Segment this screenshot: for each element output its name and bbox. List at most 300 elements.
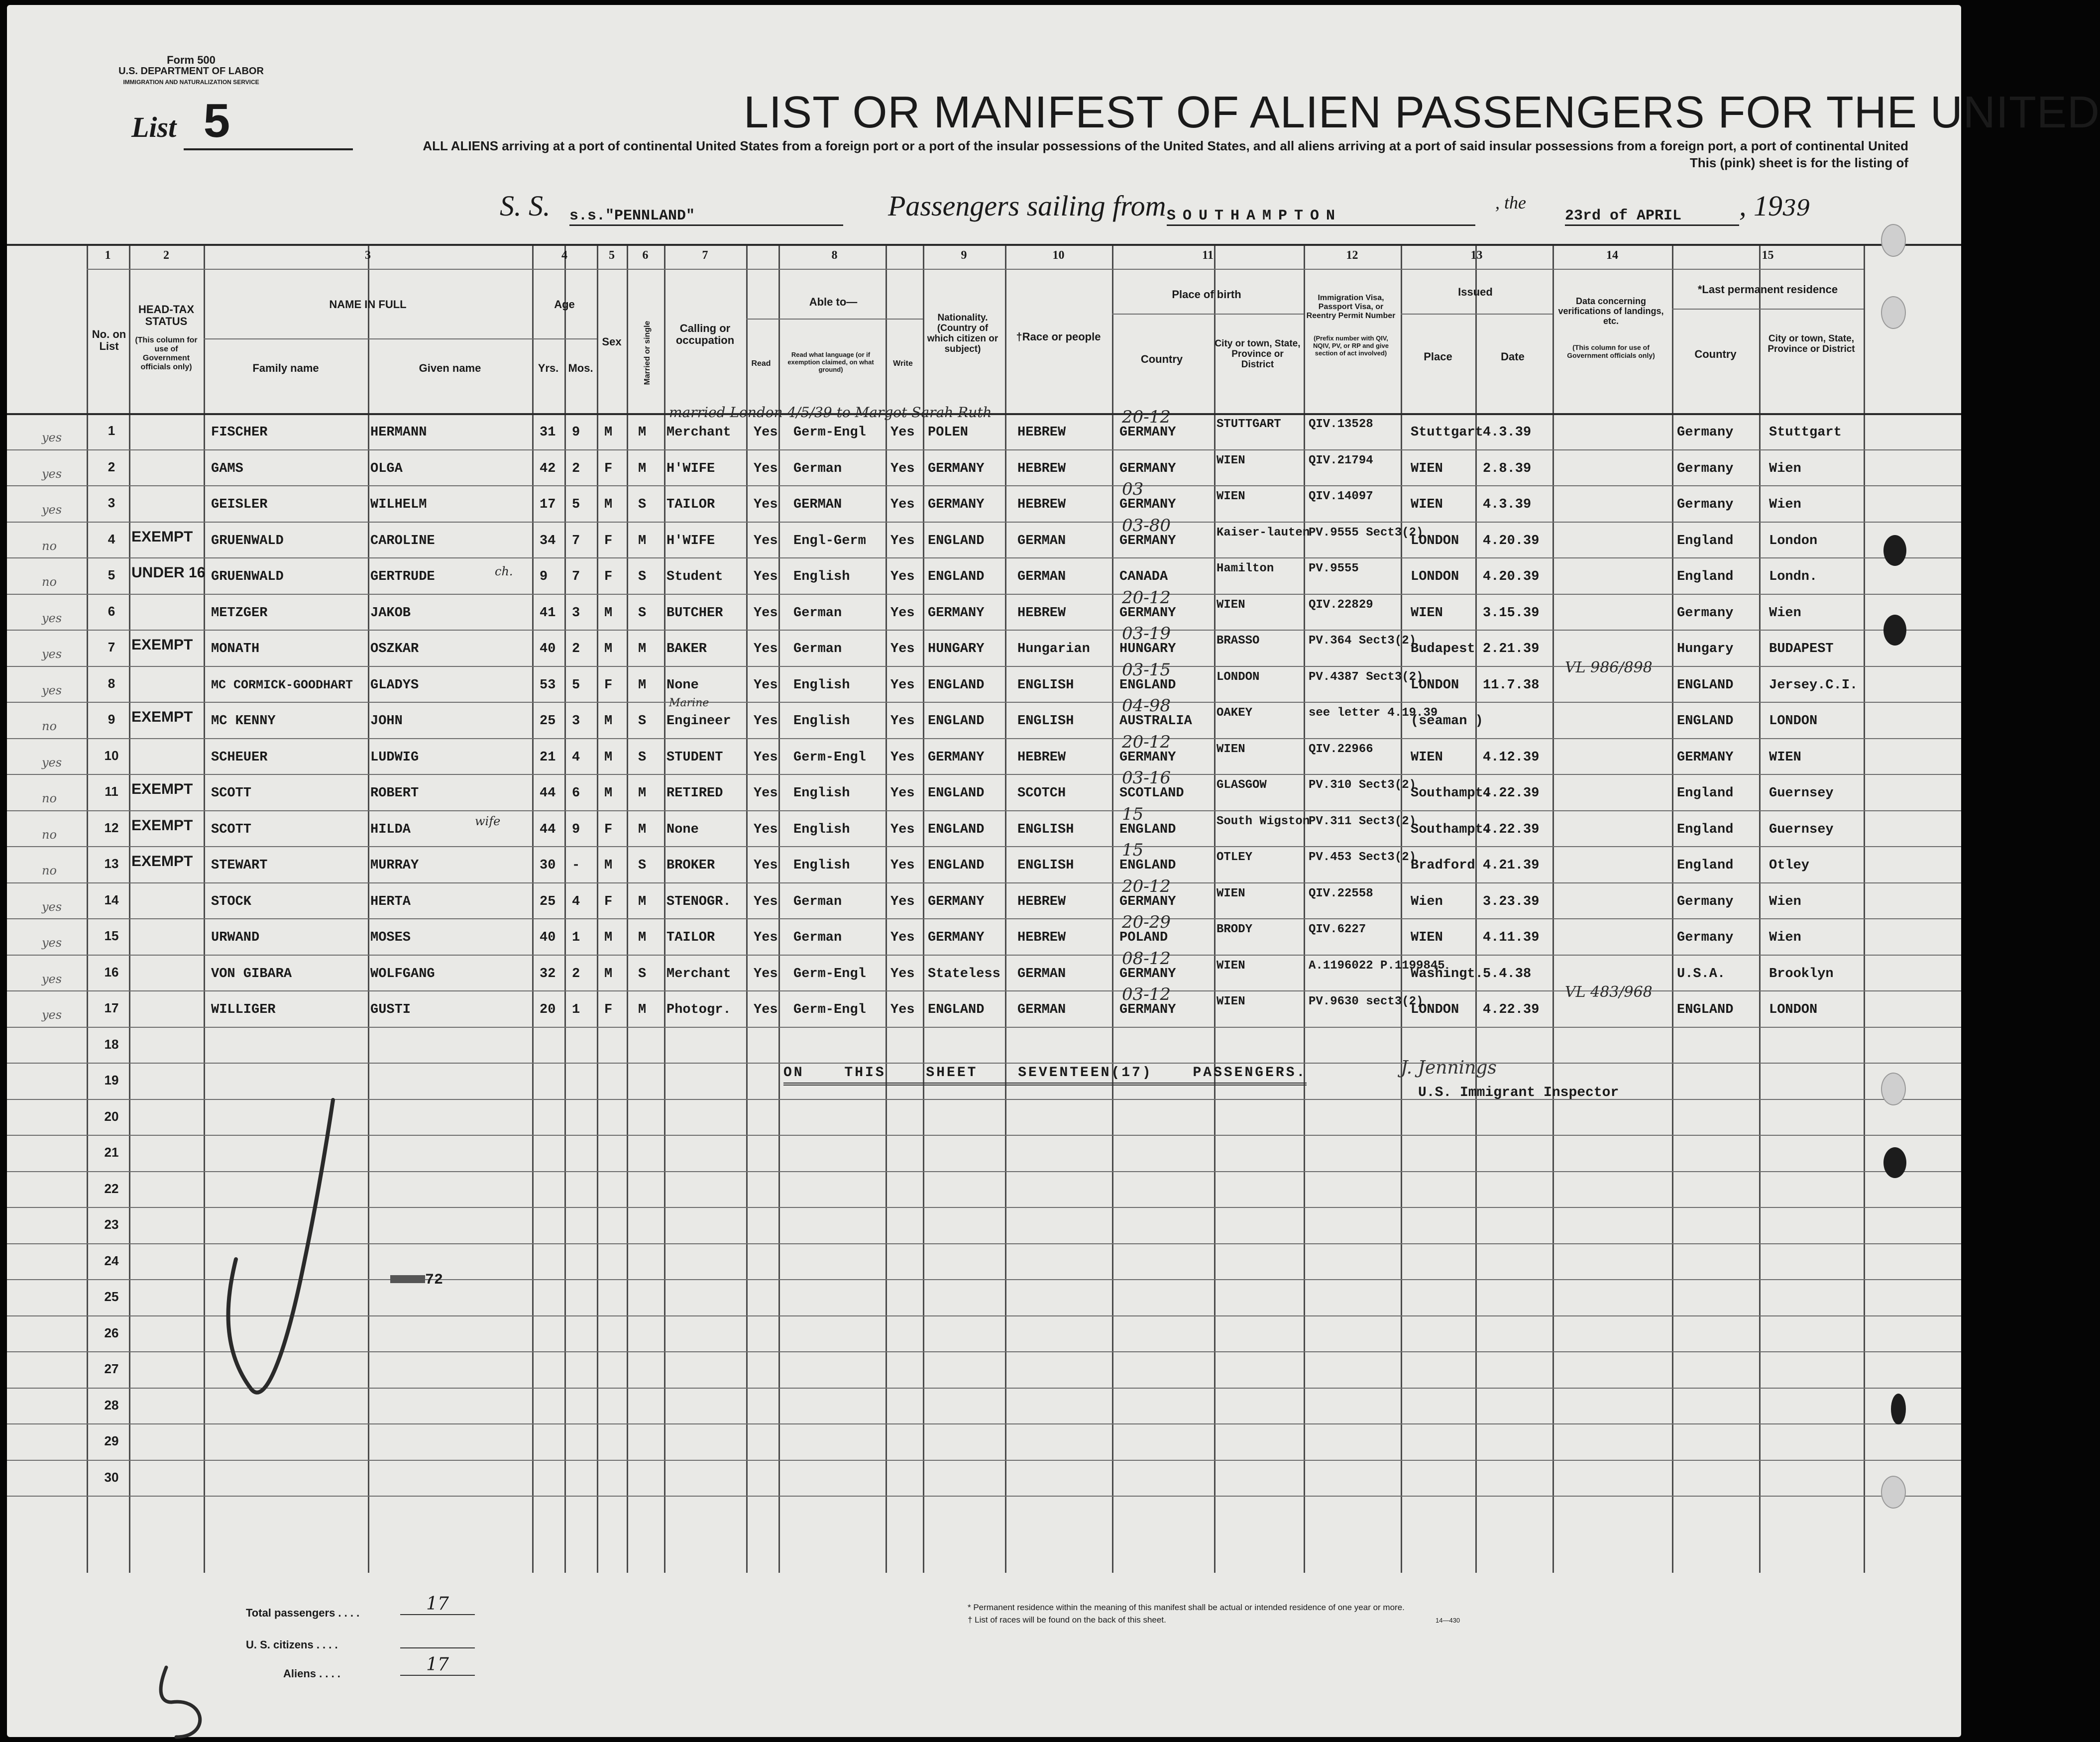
margin-annotation: yes (42, 683, 62, 697)
given-name: OSZKAR (370, 642, 419, 656)
empty-row-number: 19 (104, 1073, 119, 1088)
margin-annotation: no (42, 864, 57, 877)
residence-country: England (1677, 569, 1734, 584)
nationality: ENGLAND (928, 822, 985, 837)
row-number: 3 (108, 495, 115, 510)
handwritten-code: 20-12 (1122, 876, 1171, 896)
row-divider (7, 1027, 1961, 1028)
head-tax-status: EXEMPT (131, 817, 193, 834)
column-number: 15 (1762, 249, 1774, 262)
head-tax-status: EXEMPT (131, 781, 193, 797)
row-divider (7, 522, 1961, 523)
birth-city: BRODY (1216, 923, 1253, 936)
header-birth-city: City or town, State, Province or District (1215, 338, 1301, 370)
ship-name-field (569, 193, 843, 226)
age-months: 1 (572, 930, 580, 945)
age-months: - (572, 858, 580, 873)
residence-country: Germany (1677, 425, 1734, 440)
issued-date: 4.21.39 (1483, 858, 1540, 873)
given-name: HERTA (370, 894, 411, 909)
birth-country: GERMANY (1119, 425, 1176, 440)
binder-hole (1883, 535, 1906, 566)
column-divider (1304, 244, 1305, 1573)
margin-annotation: no (42, 791, 57, 805)
race: HEBREW (1017, 605, 1066, 621)
column-number: 10 (1052, 249, 1065, 262)
race: GERMAN (1017, 1002, 1066, 1017)
given-name: WILHELM (370, 497, 427, 512)
residence-country: Germany (1677, 605, 1734, 621)
handwritten-code: 20-29 (1122, 912, 1171, 932)
row-divider (1401, 314, 1552, 315)
row-number: 8 (108, 675, 115, 691)
birth-city: BRASSO (1216, 634, 1260, 648)
nationality: ENGLAND (928, 569, 985, 584)
birth-country: GERMANY (1119, 894, 1176, 909)
family-name: MC CORMICK-GOODHART (211, 677, 353, 692)
total-passengers-value: 17 (400, 1594, 475, 1615)
read-language: Engl-Germ (793, 533, 866, 548)
race: HEBREW (1017, 930, 1066, 945)
row-number: 4 (108, 531, 115, 546)
column-number: 11 (1202, 249, 1214, 262)
row-divider (746, 319, 923, 320)
visa-number: QIV.22558 (1309, 886, 1373, 900)
nationality: ENGLAND (928, 677, 985, 693)
family-name: MC KENNY (211, 714, 276, 729)
can-write: Yes (890, 858, 915, 873)
can-write: Yes (890, 750, 915, 765)
handwritten-code: 04-98 (1122, 696, 1171, 716)
residence-city: Wien (1769, 461, 1801, 476)
issued-date: 4.3.39 (1483, 425, 1532, 440)
age-years: 20 (540, 1002, 556, 1017)
row-number: 11 (105, 784, 118, 799)
residence-city: LONDON (1769, 714, 1818, 729)
row-number: 2 (108, 459, 115, 474)
column-divider (1672, 244, 1673, 1573)
empty-row-number: 18 (104, 1036, 119, 1052)
occupation: None (666, 822, 699, 837)
header-given-name: Given name (419, 362, 481, 374)
residence-country: ENGLAND (1677, 677, 1734, 693)
visa-number: see letter 4.19.39 (1309, 706, 1438, 720)
column-divider (746, 244, 748, 1573)
header-race: †Race or people (1016, 330, 1101, 343)
residence-country: England (1677, 533, 1734, 548)
can-read: Yes (754, 605, 778, 621)
visa-number: QIV.21794 (1309, 453, 1373, 467)
nationality: ENGLAND (928, 533, 985, 548)
race: HEBREW (1017, 497, 1066, 512)
list-number: 5 (184, 94, 353, 150)
issued-date: 11.7.38 (1483, 677, 1540, 693)
aliens-label: Aliens . . . . (283, 1667, 340, 1680)
residence-country: GERMANY (1677, 750, 1734, 765)
residence-city: Wien (1769, 497, 1801, 512)
birth-city: South Wigston (1216, 814, 1310, 828)
birth-city: WIEN (1216, 995, 1245, 1008)
form-code: 14—430 (1436, 1617, 1460, 1624)
marital-status: M (638, 822, 647, 837)
row-number: 13 (104, 856, 119, 871)
issued-place: LONDON (1411, 533, 1459, 548)
sex: F (604, 533, 613, 548)
nationality: GERMANY (928, 894, 985, 909)
can-write: Yes (890, 642, 915, 656)
sex: M (604, 966, 613, 981)
margin-annotation: yes (42, 647, 62, 661)
margin-annotation: yes (42, 466, 62, 481)
age-years: 40 (540, 642, 556, 656)
race: ENGLISH (1017, 858, 1074, 873)
can-write: Yes (890, 605, 915, 621)
issued-date: 4.11.39 (1483, 930, 1540, 945)
binder-hole (1883, 1147, 1906, 1178)
header-visa-note: (Prefix number with QIV, NQIV, PV, or RP and give section of act involved) (1313, 334, 1389, 357)
row-number: 12 (104, 820, 119, 835)
family-name: METZGER (211, 605, 268, 621)
aliens-value: 17 (400, 1654, 475, 1676)
residence-city: Wien (1769, 894, 1801, 909)
empty-row-number: 27 (104, 1361, 119, 1376)
family-name: GAMS (211, 461, 243, 476)
birth-city: Kaiser-lauten (1216, 526, 1310, 540)
issued-place: LONDON (1411, 1002, 1459, 1017)
birth-city: WIEN (1216, 886, 1245, 900)
handwritten-note: wife (475, 814, 501, 828)
header-visa: Immigration Visa, Passport Visa, or Reentry Permit Number (1306, 294, 1396, 320)
column-divider (368, 244, 369, 1573)
birth-country: ENGLAND (1119, 858, 1176, 873)
header-last-residence: *Last permanent residence (1697, 283, 1838, 296)
column-divider (1475, 244, 1477, 1573)
nationality: HUNGARY (928, 642, 985, 656)
marital-status: M (638, 642, 647, 656)
header-issued: Issued (1458, 286, 1493, 298)
issued-place: Southampt. (1411, 786, 1492, 801)
issued-place: LONDON (1411, 569, 1459, 584)
handwritten-code: 15 (1122, 804, 1144, 824)
visa-number: PV.9555 (1309, 562, 1359, 575)
header-verification-note: (This column for use of Government officials only) (1567, 343, 1655, 359)
race: HEBREW (1017, 750, 1066, 765)
departure-port: SOUTHAMPTON (1167, 208, 1475, 226)
issued-date: 4.20.39 (1483, 569, 1540, 584)
can-write: Yes (890, 677, 915, 693)
page-title: LIST OR MANIFEST OF ALIEN PASSENGERS FOR THE UNITED (744, 88, 2100, 137)
issued-place: LONDON (1411, 677, 1459, 693)
given-name: GLADYS (370, 677, 419, 693)
sex: M (604, 858, 613, 873)
visa-number: PV.4387 Sect3(2) (1309, 670, 1424, 684)
can-read: Yes (754, 714, 778, 729)
age-years: 25 (540, 714, 556, 729)
visa-number: PV.310 Sect3(2) (1309, 778, 1417, 792)
row-divider (7, 244, 1961, 246)
handwritten-code: 20-12 (1122, 407, 1171, 427)
birth-country: GERMANY (1119, 966, 1176, 981)
issued-place: Stuttgart (1411, 425, 1483, 440)
visa-number: QIV.22829 (1309, 598, 1373, 612)
binder-hole (1883, 615, 1906, 646)
header-res-country: Country (1694, 348, 1737, 360)
column-number: 3 (365, 249, 371, 262)
age-months: 6 (572, 786, 580, 801)
occupation: BAKER (666, 642, 707, 656)
occupation: Merchant (666, 425, 731, 440)
row-divider (7, 1063, 1961, 1064)
birth-city: LONDON (1216, 670, 1260, 684)
handwritten-code: 20-12 (1122, 732, 1171, 752)
read-language: German (793, 642, 842, 656)
age-months: 9 (572, 822, 580, 837)
empty-row-number: 28 (104, 1397, 119, 1413)
residence-country: U.S.A. (1677, 966, 1726, 981)
nationality: ENGLAND (928, 714, 985, 729)
birth-city: WIEN (1216, 598, 1245, 612)
column-divider (87, 244, 88, 1573)
residence-country: Germany (1677, 930, 1734, 945)
family-name: MONATH (211, 642, 260, 656)
issued-date: 4.22.39 (1483, 822, 1540, 837)
sex: F (604, 1002, 613, 1017)
read-language: English (793, 822, 850, 837)
can-read: Yes (754, 497, 778, 512)
can-read: Yes (754, 425, 778, 440)
issued-place: Wien (1411, 894, 1443, 909)
age-years: 42 (540, 461, 556, 476)
can-read: Yes (754, 677, 778, 693)
column-divider (923, 244, 924, 1573)
occupation: Student (666, 569, 723, 584)
issued-place: WIEN (1411, 497, 1443, 512)
row-divider (87, 269, 1864, 270)
column-divider (532, 244, 534, 1573)
birth-country: GERMANY (1119, 461, 1176, 476)
birth-city: WIEN (1216, 959, 1245, 973)
header-res-city: City or town, State, Province or District (1768, 333, 1855, 354)
age-years: 30 (540, 858, 556, 873)
can-read: Yes (754, 822, 778, 837)
header-verification: Data concerning verifications of landings, etc. (1558, 296, 1664, 326)
column-divider (1214, 244, 1216, 1573)
empty-row-number: 21 (104, 1145, 119, 1160)
can-write: Yes (890, 569, 915, 584)
column-number: 12 (1346, 249, 1358, 262)
family-name: SCOTT (211, 786, 252, 801)
sex: M (604, 425, 613, 440)
visa-number: PV.453 Sect3(2) (1309, 851, 1417, 864)
birth-country: GERMANY (1119, 605, 1176, 621)
port-field (1167, 193, 1475, 226)
residence-city: Londn. (1769, 569, 1818, 584)
family-name: WILLIGER (211, 1002, 276, 1017)
handwritten-code: 03-16 (1122, 768, 1171, 788)
given-name: JOHN (370, 714, 403, 729)
age-months: 5 (572, 677, 580, 693)
residence-country: ENGLAND (1677, 1002, 1734, 1017)
residence-city: BUDAPEST (1769, 642, 1834, 656)
row-divider (1112, 314, 1304, 315)
age-years: 9 (540, 569, 548, 584)
column-number: 2 (163, 249, 169, 262)
visa-number: QIV.13528 (1309, 418, 1373, 431)
visa-number: PV.364 Sect3(2) (1309, 634, 1417, 648)
header-read-language: Read what language (or if exemption claimed, on what ground) (787, 351, 874, 373)
handwritten-code: 03-12 (1122, 984, 1171, 1004)
family-name: STEWART (211, 858, 268, 873)
residence-city: Wien (1769, 930, 1801, 945)
row-divider (7, 1460, 1961, 1461)
visa-number: PV.311 Sect3(2) (1309, 814, 1417, 828)
column-number: 6 (642, 249, 649, 262)
row-number: 17 (104, 1000, 119, 1015)
row-number: 10 (104, 748, 119, 763)
birth-country: ENGLAND (1119, 822, 1176, 837)
marital-status: S (638, 569, 647, 584)
can-read: Yes (754, 786, 778, 801)
row-divider (7, 702, 1961, 703)
column-divider (1759, 244, 1761, 1573)
given-name: CAROLINE (370, 533, 435, 548)
birth-city: WIEN (1216, 453, 1245, 467)
handwritten-note: VL 483/968 (1565, 983, 1653, 1001)
can-read: Yes (754, 533, 778, 548)
header-calling: Calling or occupation (675, 322, 735, 346)
list-label: List (131, 111, 177, 143)
margin-annotation: yes (42, 611, 62, 625)
column-number: 14 (1606, 249, 1618, 262)
header-read: Read (751, 359, 771, 368)
given-name: OLGA (370, 461, 403, 476)
race: ENGLISH (1017, 822, 1074, 837)
sailing-date: 23rd of APRIL (1565, 208, 1739, 226)
issued-date: 3.15.39 (1483, 605, 1540, 621)
handwritten-note: ch. (495, 564, 513, 578)
row-divider (7, 666, 1961, 667)
column-divider (778, 244, 780, 1573)
occupation: BROKER (666, 858, 715, 873)
margin-annotation: no (42, 827, 57, 842)
age-months: 3 (572, 714, 580, 729)
read-language: English (793, 714, 850, 729)
can-write: Yes (890, 786, 915, 801)
form-number: Form 500 (167, 54, 216, 66)
column-divider (129, 244, 130, 1573)
birth-country: HUNGARY (1119, 642, 1176, 656)
row-divider (1672, 309, 1864, 310)
sex: M (604, 642, 613, 656)
can-read: Yes (754, 642, 778, 656)
age-years: 34 (540, 533, 556, 548)
head-tax-status: EXEMPT (131, 709, 193, 725)
header-head-tax: HEAD-TAX STATUS (138, 303, 195, 327)
the-label: , the (1495, 193, 1526, 213)
marital-status: S (638, 858, 647, 873)
check-mark-icon (216, 1090, 345, 1414)
subtitle-line-1: ALL ALIENS arriving at a port of continental United States from a foreign port or a port of the insular possessions of the United States, and all aliens arriving at a port of said insular possessions from a foreign port, a port of continental United (423, 138, 1908, 153)
header-place-of-birth: Place of birth (1172, 288, 1241, 301)
can-write: Yes (890, 497, 915, 512)
residence-city: Brooklyn (1769, 966, 1834, 981)
birth-country: GERMANY (1119, 533, 1176, 548)
row-divider (7, 738, 1961, 739)
occupation: Merchant (666, 966, 731, 981)
given-name: LUDWIG (370, 750, 419, 765)
nationality: ENGLAND (928, 858, 985, 873)
visa-number: PV.9555 Sect3(2) (1309, 526, 1424, 540)
can-read: Yes (754, 858, 778, 873)
age-years: 40 (540, 930, 556, 945)
can-write: Yes (890, 425, 915, 440)
row-divider (7, 1496, 1961, 1497)
birth-country: CANADA (1119, 569, 1168, 584)
race: Hungarian (1017, 642, 1090, 656)
given-name: HERMANN (370, 425, 427, 440)
residence-country: ENGLAND (1677, 714, 1734, 729)
head-tax-status: EXEMPT (131, 528, 193, 545)
birth-country: GERMANY (1119, 497, 1176, 512)
family-name: VON GIBARA (211, 966, 292, 981)
header-married: Married or single (643, 321, 652, 385)
binder-hole (1881, 296, 1906, 329)
occupation: Engineer (666, 714, 731, 729)
birth-city: WIEN (1216, 490, 1245, 503)
given-name: MOSES (370, 930, 411, 945)
issued-date: 4.22.39 (1483, 1002, 1540, 1017)
family-name: GRUENWALD (211, 533, 284, 548)
summary-line: ON THIS SHEET SEVENTEEN(17) PASSENGERS. (783, 1065, 1307, 1086)
row-number: 14 (104, 892, 119, 907)
empty-row-number: 24 (104, 1253, 119, 1268)
age-years: 41 (540, 605, 556, 621)
issued-date: 4.22.39 (1483, 786, 1540, 801)
given-name: HILDA (370, 822, 411, 837)
department-name: U.S. DEPARTMENT OF LABOR (118, 66, 264, 77)
family-name: SCOTT (211, 822, 252, 837)
occupation: H'WIFE (666, 461, 715, 476)
occupation: STUDENT (666, 750, 723, 765)
residence-country: England (1677, 786, 1734, 801)
sex: F (604, 569, 613, 584)
occupation: TAILOR (666, 497, 715, 512)
read-language: German (793, 461, 842, 476)
sex: M (604, 497, 613, 512)
occupation: TAILOR (666, 930, 715, 945)
column-divider (1005, 244, 1006, 1573)
column-divider (1552, 244, 1554, 1573)
manifest-sheet (7, 5, 2100, 1737)
can-read: Yes (754, 569, 778, 584)
birth-country: SCOTLAND (1119, 786, 1184, 801)
marital-status: M (638, 786, 647, 801)
read-language: German (793, 605, 842, 621)
given-name: ROBERT (370, 786, 419, 801)
margin-annotation: yes (42, 431, 62, 444)
marital-status: M (638, 894, 647, 909)
ss-label: S. S. (500, 190, 551, 222)
residence-country: Germany (1677, 461, 1734, 476)
row-divider (7, 955, 1961, 956)
given-name: MURRAY (370, 858, 419, 873)
birth-country: GERMANY (1119, 1002, 1176, 1017)
issued-date: 4.12.39 (1483, 750, 1540, 765)
footnote-residence: * Permanent residence within the meaning of this manifest shall be actual or intended residence of one year or more. (968, 1603, 1405, 1612)
race: ENGLISH (1017, 677, 1074, 693)
family-name: GRUENWALD (211, 569, 284, 584)
can-read: Yes (754, 1002, 778, 1017)
